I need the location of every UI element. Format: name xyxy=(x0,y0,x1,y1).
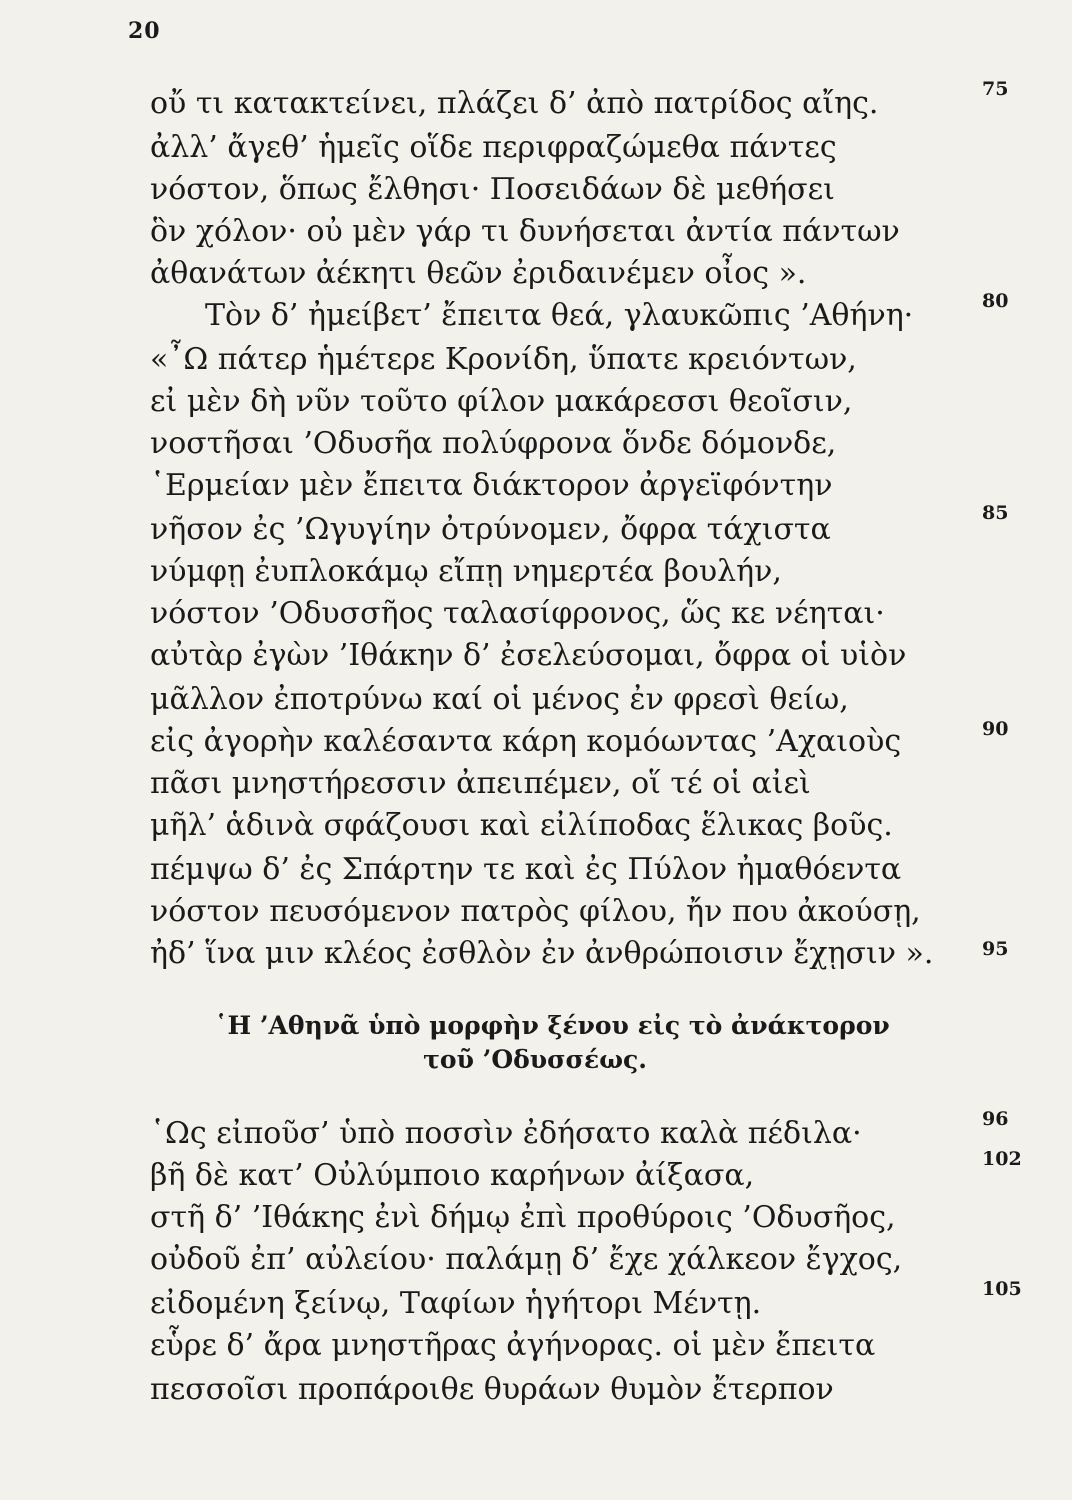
verse-line: νῆσον ἐς ’Ωγυγίην ὀτρύνομεν, ὄφρα τάχιστα xyxy=(150,512,831,547)
section-heading-cont: τοῦ ’Οδυσσέως. xyxy=(423,1045,647,1074)
line-number: 95 xyxy=(982,938,1009,960)
verse-line: ἀθανάτων ἀέκητι θεῶν ἐριδαινέμεν οἶος ». xyxy=(150,256,807,291)
verse-line: «῏Ω πάτερ ἡμέτερε Κρονίδη, ὕπατε κρειόντων, xyxy=(150,342,857,377)
verse-line: μῆλ’ ἁδινὰ σφάζουσι καὶ εἰλίποδας ἕλικας βοῦς. xyxy=(150,808,893,843)
verse-line: Τὸν δ’ ἠμείβετ’ ἔπειτα θεά, γλαυκῶπις ’Αθήνη· xyxy=(205,298,914,333)
verse-line: ῾Ερμείαν μὲν ἔπειτα διάκτορον ἀργεϊφόντην xyxy=(150,468,833,503)
verse-line: εἰ μὲν δὴ νῦν τοῦτο φίλον μακάρεσσι θεοῖσιν, xyxy=(150,384,853,419)
section-heading: ῾Η ’Αθηνᾶ ὑπὸ μορφὴν ξένου εἰς τὸ ἀνάκτορον xyxy=(215,1011,890,1040)
verse-line: εὗρε δ’ ἄρα μνηστῆρας ἀγήνορας. οἱ μὲν ἔπειτα xyxy=(150,1328,876,1363)
verse-line: νόστον πευσόμενον πατρὸς φίλου, ἤν που ἀκούσῃ, xyxy=(150,894,921,929)
verse-line: νοστῆσαι ’Οδυσῆα πολύφρονα ὅνδε δόμονδε, xyxy=(150,426,837,461)
verse-line: πᾶσι μνηστήρεσσιν ἀπειπέμεν, οἵ τέ οἱ αἰεὶ xyxy=(150,766,811,801)
line-number: 105 xyxy=(982,1278,1022,1300)
verse-line: εἰδομένη ξείνῳ, Ταφίων ἡγήτορι Μέντῃ. xyxy=(150,1286,762,1321)
verse-line: βῆ δὲ κατ’ Οὐλύμποιο καρήνων ἀίξασα, xyxy=(150,1158,755,1193)
verse-line: νύμφῃ ἐυπλοκάμῳ εἴπῃ νημερτέα βουλήν, xyxy=(150,554,782,589)
line-number: 102 xyxy=(982,1148,1022,1170)
verse-line: ὃν χόλον· οὐ μὲν γάρ τι δυνήσεται ἀντία πάντων xyxy=(150,214,900,249)
verse-line: εἰς ἀγορὴν καλέσαντα κάρη κομόωντας ’Αχαιοὺς xyxy=(150,724,902,759)
verse-line: οὔ τι κατακτείνει, πλάζει δ’ ἀπὸ πατρίδος αἴης. xyxy=(150,86,879,121)
verse-line: πεσσοῖσι προπάροιθε θυράων θυμὸν ἔτερπον xyxy=(150,1372,834,1407)
verse-line: ἠδ’ ἵνα μιν κλέος ἐσθλὸν ἐν ἀνθρώποισιν ἔχῃσιν ». xyxy=(150,936,934,971)
verse-line: ἀλλ’ ἄγεθ’ ἡμεῖς οἵδε περιφραζώμεθα πάντες xyxy=(150,130,837,165)
page-number: 20 xyxy=(128,18,161,44)
line-number: 96 xyxy=(982,1108,1009,1130)
verse-line: ῾Ως εἰποῦσ’ ὑπὸ ποσσὶν ἐδήσατο καλὰ πέδιλα· xyxy=(150,1116,862,1151)
line-number: 85 xyxy=(982,502,1009,524)
line-number: 80 xyxy=(982,290,1009,312)
verse-line: μᾶλλον ἐποτρύνω καί οἱ μένος ἐν φρεσὶ θείω, xyxy=(150,682,849,717)
line-number: 75 xyxy=(982,78,1009,100)
line-number: 90 xyxy=(982,718,1009,740)
verse-line: νόστον, ὅπως ἔλθησι· Ποσειδάων δὲ μεθήσει xyxy=(150,172,835,207)
verse-line: οὐδοῦ ἐπ’ αὐλείου· παλάμῃ δ’ ἔχε χάλκεον ἔγχος, xyxy=(150,1242,903,1277)
verse-line: πέμψω δ’ ἐς Σπάρτην τε καὶ ἐς Πύλον ἠμαθόεντα xyxy=(150,852,902,887)
verse-line: αὐτὰρ ἐγὼν ’Ιθάκην δ’ ἐσελεύσομαι, ὄφρα οἱ υἱὸν xyxy=(150,638,907,673)
verse-line: νόστον ’Οδυσσῆος ταλασίφρονος, ὥς κε νέηται· xyxy=(150,596,885,631)
verse-line: στῆ δ’ ’Ιθάκης ἐνὶ δήμῳ ἐπὶ προθύροις ’Οδυσῆος, xyxy=(150,1200,896,1235)
